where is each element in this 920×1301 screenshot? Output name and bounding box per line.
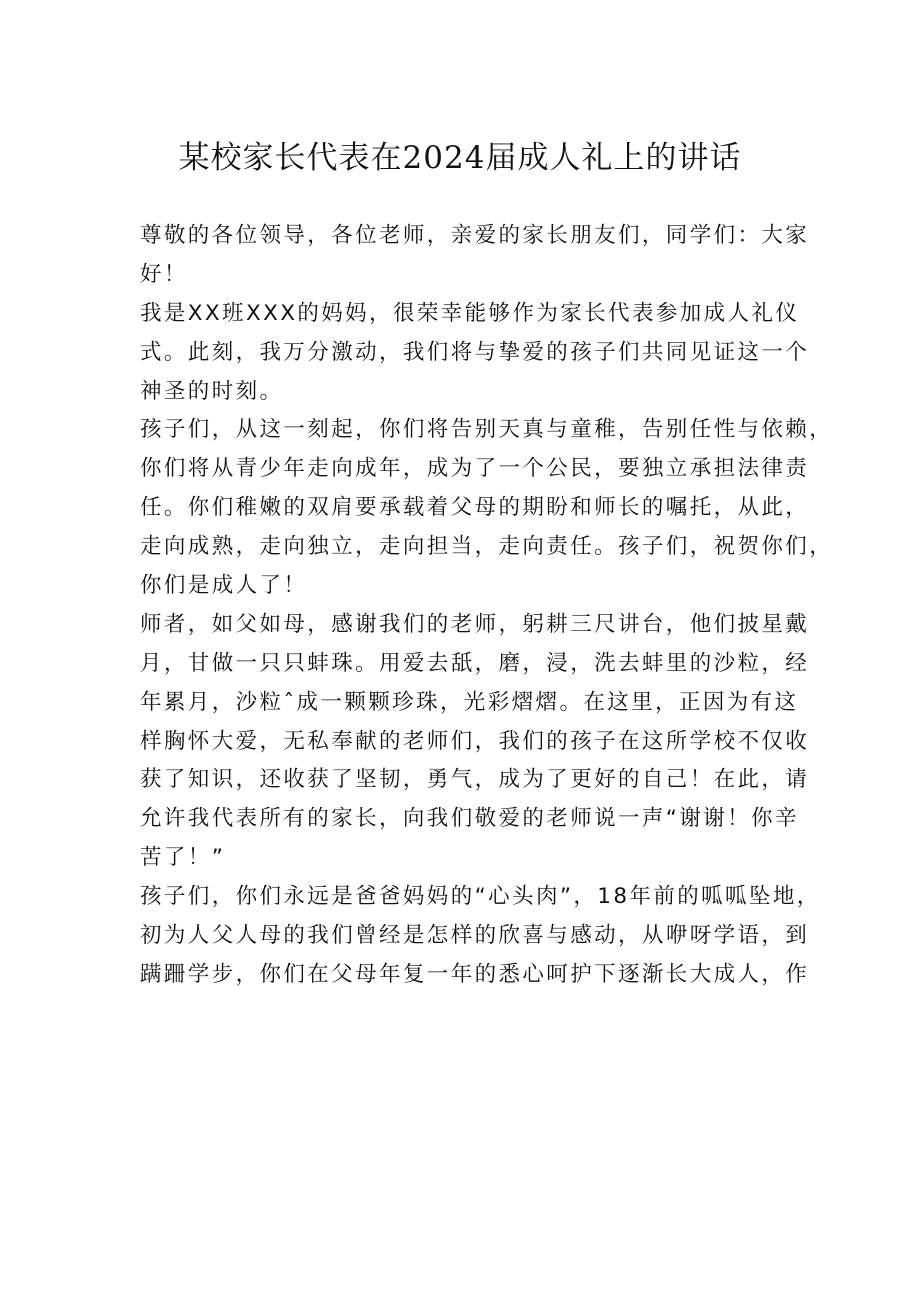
body-line: 样胸怀大爱，无私奉献的老师们，我们的孩子在这所学校不仅收 <box>140 728 810 754</box>
body-line: 孩子们，你们永远是爸爸妈妈的“心头肉”，18年前的呱呱坠地， <box>140 884 821 910</box>
body-line: 尊敬的各位领导，各位老师，亲爱的家长朋友们，同学们：大家 <box>140 223 810 248</box>
body-line: 神圣的时刻。 <box>140 378 284 404</box>
document-title: 某校家长代表在2024届成人礼上的讲话 <box>178 140 742 176</box>
body-line: 孩子们，从这一刻起，你们将告别天真与童稚，告别任性与依赖， <box>140 417 834 443</box>
body-line: 获了知识，还收获了坚韧，勇气，成为了更好的自己！在此，请 <box>140 767 810 793</box>
body-line: 年累月，沙粒ˆ成一颗颗珍珠，光彩熠熠。在这里，正因为有这 <box>140 689 799 715</box>
body-line: 式。此刻，我万分激动，我们将与挚爱的孩子们共同见证这一个 <box>140 339 810 365</box>
body-line: 你们将从青少年走向成年，成为了一个公民，要独立承担法律责 <box>140 456 810 482</box>
body-line: 允许我代表所有的家长，向我们敬爱的老师说一声“谢谢！你辛 <box>140 806 799 832</box>
body-line: 任。你们稚嫩的双肩要承载着父母的期盼和师长的嘱托，从此， <box>140 495 810 521</box>
body-line: 你们是成人了！ <box>140 573 308 599</box>
body-line: 月，甘做一只只蚌珠。用爱去舐，磨，浸，洗去蚌里的沙粒，经 <box>140 650 810 676</box>
body-line: 师者，如父如母，感谢我们的老师，躬耕三尺讲台，他们披星戴 <box>140 611 810 637</box>
document-body <box>140 217 834 995</box>
body-line: 苦了！” <box>140 845 226 871</box>
body-line: 初为人父人母的我们曾经是怎样的欣喜与感动，从咿呀学语，到 <box>140 923 810 949</box>
body-line: 我是XX班XXX的妈妈，很荣幸能够作为家长代表参加成人礼仪 <box>140 300 800 326</box>
body-line: 走向成熟，走向独立，走向担当，走向责任。孩子们，祝贺你们， <box>140 534 834 560</box>
body-line: 好！ <box>140 261 188 287</box>
body-line: 蹒跚学步，你们在父母年复一年的悉心呵护下逐渐长大成人，作 <box>140 961 810 987</box>
